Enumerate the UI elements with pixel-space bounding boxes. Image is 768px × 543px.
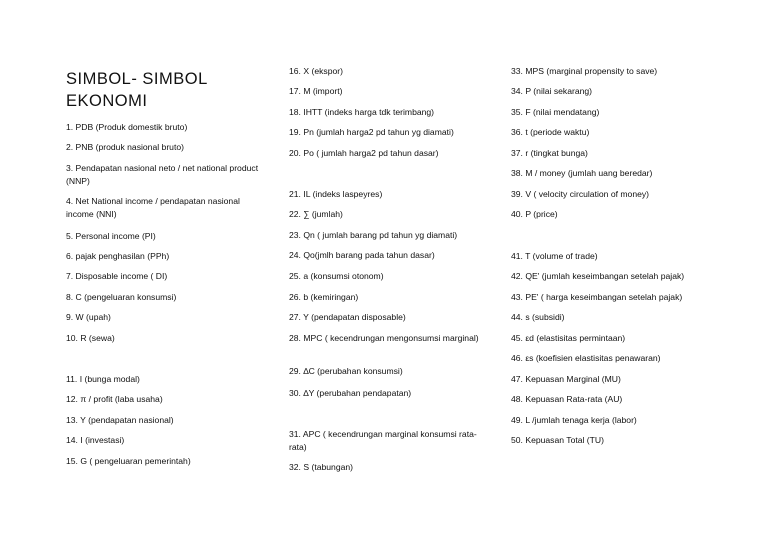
list-item: 2. PNB (produk nasional bruto) xyxy=(66,142,184,152)
list-item: 41. T (volume of trade) xyxy=(511,251,598,261)
list-item: 28. MPC ( kecendrungan mengonsumsi marginal) xyxy=(289,333,479,343)
list-item: 23. Qn ( jumlah barang pd tahun yg diamati) xyxy=(289,230,458,240)
list-item: 50. Kepuasan Total (TU) xyxy=(511,435,604,445)
list-item: 32. S (tabungan) xyxy=(289,462,354,472)
list-item: 39. V ( velocity circulation of money) xyxy=(511,189,650,199)
list-item: 12. π / profit (laba usaha) xyxy=(66,394,163,404)
list-item: 25. a (konsumsi otonom) xyxy=(289,271,384,281)
list-item: 1. PDB (Produk domestik bruto) xyxy=(66,122,188,132)
list-item: 11. I (bunga modal) xyxy=(66,374,140,384)
list-item: 46. εs (koefisien elastisitas penawaran) xyxy=(511,353,661,363)
list-item: 48. Kepuasan Rata-rata (AU) xyxy=(511,394,623,404)
list-item: 35. F (nilai mendatang) xyxy=(511,107,600,117)
list-item: 22. ∑ (jumlah) xyxy=(289,209,343,219)
list-item: 45. εd (elastisitas permintaan) xyxy=(511,333,626,343)
list-item: 33. MPS (marginal propensity to save) xyxy=(511,66,658,76)
list-item: 10. R (sewa) xyxy=(66,333,115,343)
list-item: 43. PE' ( harga keseimbangan setelah pajak) xyxy=(511,292,683,302)
list-item: 5. Personal income (PI) xyxy=(66,231,156,241)
list-item: 34. P (nilai sekarang) xyxy=(511,86,593,96)
list-item: 8. C (pengeluaran konsumsi) xyxy=(66,292,177,302)
list-item: 4. Net National income / pendapatan nasional income (NNI) xyxy=(66,196,240,219)
list-item: 16. X (ekspor) xyxy=(289,66,343,76)
list-item: 17. M (import) xyxy=(289,86,343,96)
list-item: 42. QE' (jumlah keseimbangan setelah pajak) xyxy=(511,271,685,281)
list-item: 47. Kepuasan Marginal (MU) xyxy=(511,374,621,384)
list-item: 31. APC ( kecendrungan marginal konsumsi rata-rata) xyxy=(289,429,477,452)
list-item: 18. IHTT (indeks harga tdk terimbang) xyxy=(289,107,435,117)
list-item: 3. Pendapatan nasional neto / net national product (NNP) xyxy=(66,163,259,186)
list-item: 44. s (subsidi) xyxy=(511,312,565,322)
list-item: 6. pajak penghasilan (PPh) xyxy=(66,251,170,261)
list-item: 29. ∆C (perubahan konsumsi) xyxy=(289,366,403,376)
list-item: 15. G ( pengeluaran pemerintah) xyxy=(66,456,191,466)
list-item: 24. Qo(jmlh barang pada tahun dasar) xyxy=(289,250,435,260)
list-item: 9. W (upah) xyxy=(66,312,111,322)
list-item: 36. t (periode waktu) xyxy=(511,127,590,137)
page-title: SIMBOL- SIMBOL EKONOMI xyxy=(66,70,208,110)
list-item: 19. Pn (jumlah harga2 pd tahun yg diamati) xyxy=(289,127,454,137)
list-item: 21. IL (indeks laspeyres) xyxy=(289,189,383,199)
list-item: 40. P (price) xyxy=(511,209,558,219)
list-item: 20. Po ( jumlah harga2 pd tahun dasar) xyxy=(289,148,439,158)
list-item: 7. Disposable income ( DI) xyxy=(66,271,168,281)
list-item: 37. r (tingkat bunga) xyxy=(511,148,588,158)
list-item: 26. b (kemiringan) xyxy=(289,292,359,302)
list-item: 49. L /jumlah tenaga kerja (labor) xyxy=(511,415,637,425)
list-item: 13. Y (pendapatan nasional) xyxy=(66,415,174,425)
list-item: 30. ∆Y (perubahan pendapatan) xyxy=(289,388,412,398)
list-item: 38. M / money (jumlah uang beredar) xyxy=(511,168,653,178)
list-item: 27. Y (pendapatan disposable) xyxy=(289,312,406,322)
list-item: 14. I (investasi) xyxy=(66,435,125,445)
